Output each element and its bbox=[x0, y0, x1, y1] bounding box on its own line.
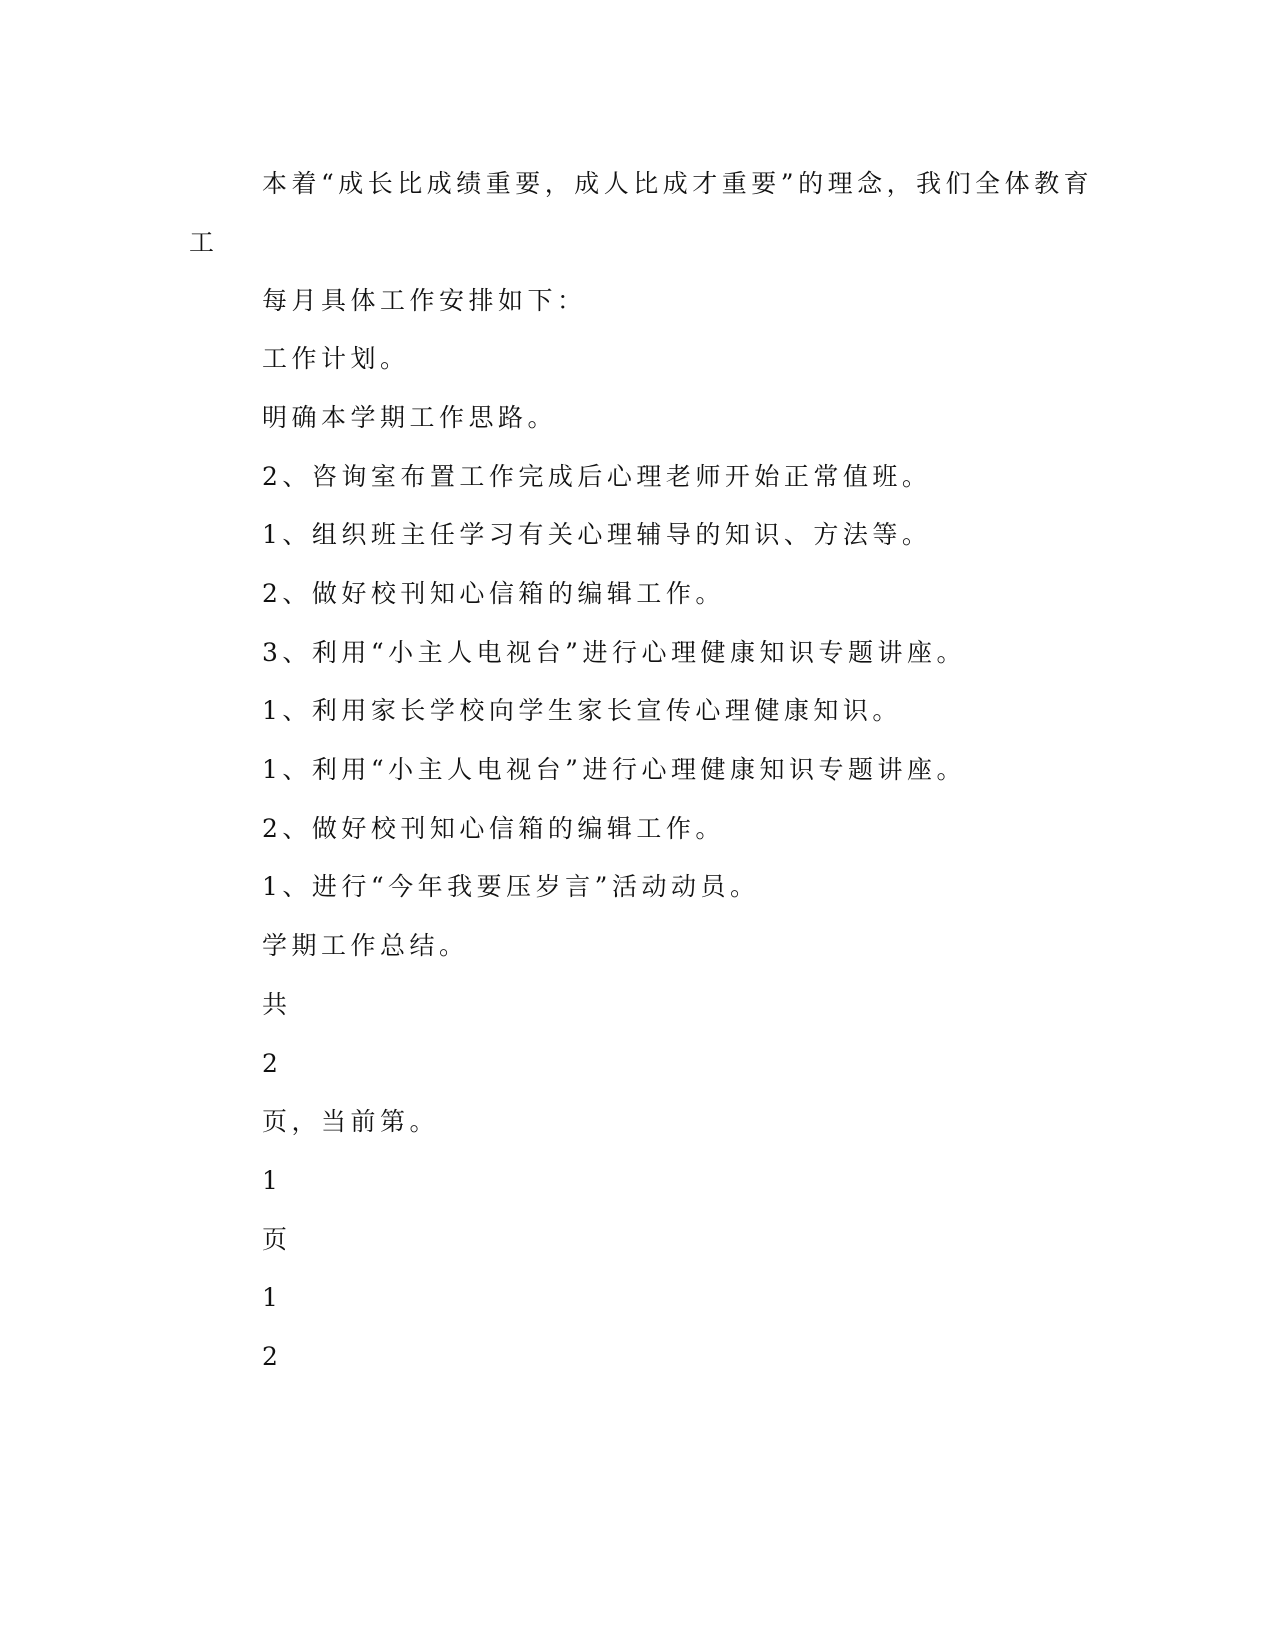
pagination-current: 1 bbox=[262, 1166, 283, 1195]
list-item: 2、咨询室布置工作完成后心理老师开始正常值班。 bbox=[262, 462, 932, 491]
list-item: 1、利用“小主人电视台”进行心理健康知识专题讲座。 bbox=[262, 755, 966, 784]
list-item: 明确本学期工作思路。 bbox=[262, 403, 558, 432]
list-item: 2、做好校刊知心信箱的编辑工作。 bbox=[262, 579, 725, 608]
page-link-1: 1 bbox=[262, 1283, 283, 1312]
paragraph-intro: 本着“成长比成绩重要，成人比成才重要”的理念，我们全体教育 bbox=[262, 169, 1094, 198]
list-item: 3、利用“小主人电视台”进行心理健康知识专题讲座。 bbox=[262, 638, 966, 667]
list-item: 1、组织班主任学习有关心理辅导的知识、方法等。 bbox=[262, 520, 932, 549]
pagination-text: 页，当前第。 bbox=[262, 1107, 440, 1136]
pagination-total: 2 bbox=[262, 1049, 283, 1078]
monthly-schedule-heading: 每月具体工作安排如下： bbox=[262, 286, 587, 315]
pagination-text: 共 bbox=[262, 990, 292, 1019]
list-item: 学期工作总结。 bbox=[262, 931, 469, 960]
paragraph-intro-continuation: 工 bbox=[189, 228, 219, 257]
list-item: 2、做好校刊知心信箱的编辑工作。 bbox=[262, 814, 725, 843]
page-link-2: 2 bbox=[262, 1342, 283, 1371]
list-item: 1、利用家长学校向学生家长宣传心理健康知识。 bbox=[262, 696, 902, 725]
pagination-text: 页 bbox=[262, 1225, 292, 1254]
list-item: 工作计划。 bbox=[262, 344, 410, 373]
list-item: 1、进行“今年我要压岁言”活动动员。 bbox=[262, 872, 760, 901]
